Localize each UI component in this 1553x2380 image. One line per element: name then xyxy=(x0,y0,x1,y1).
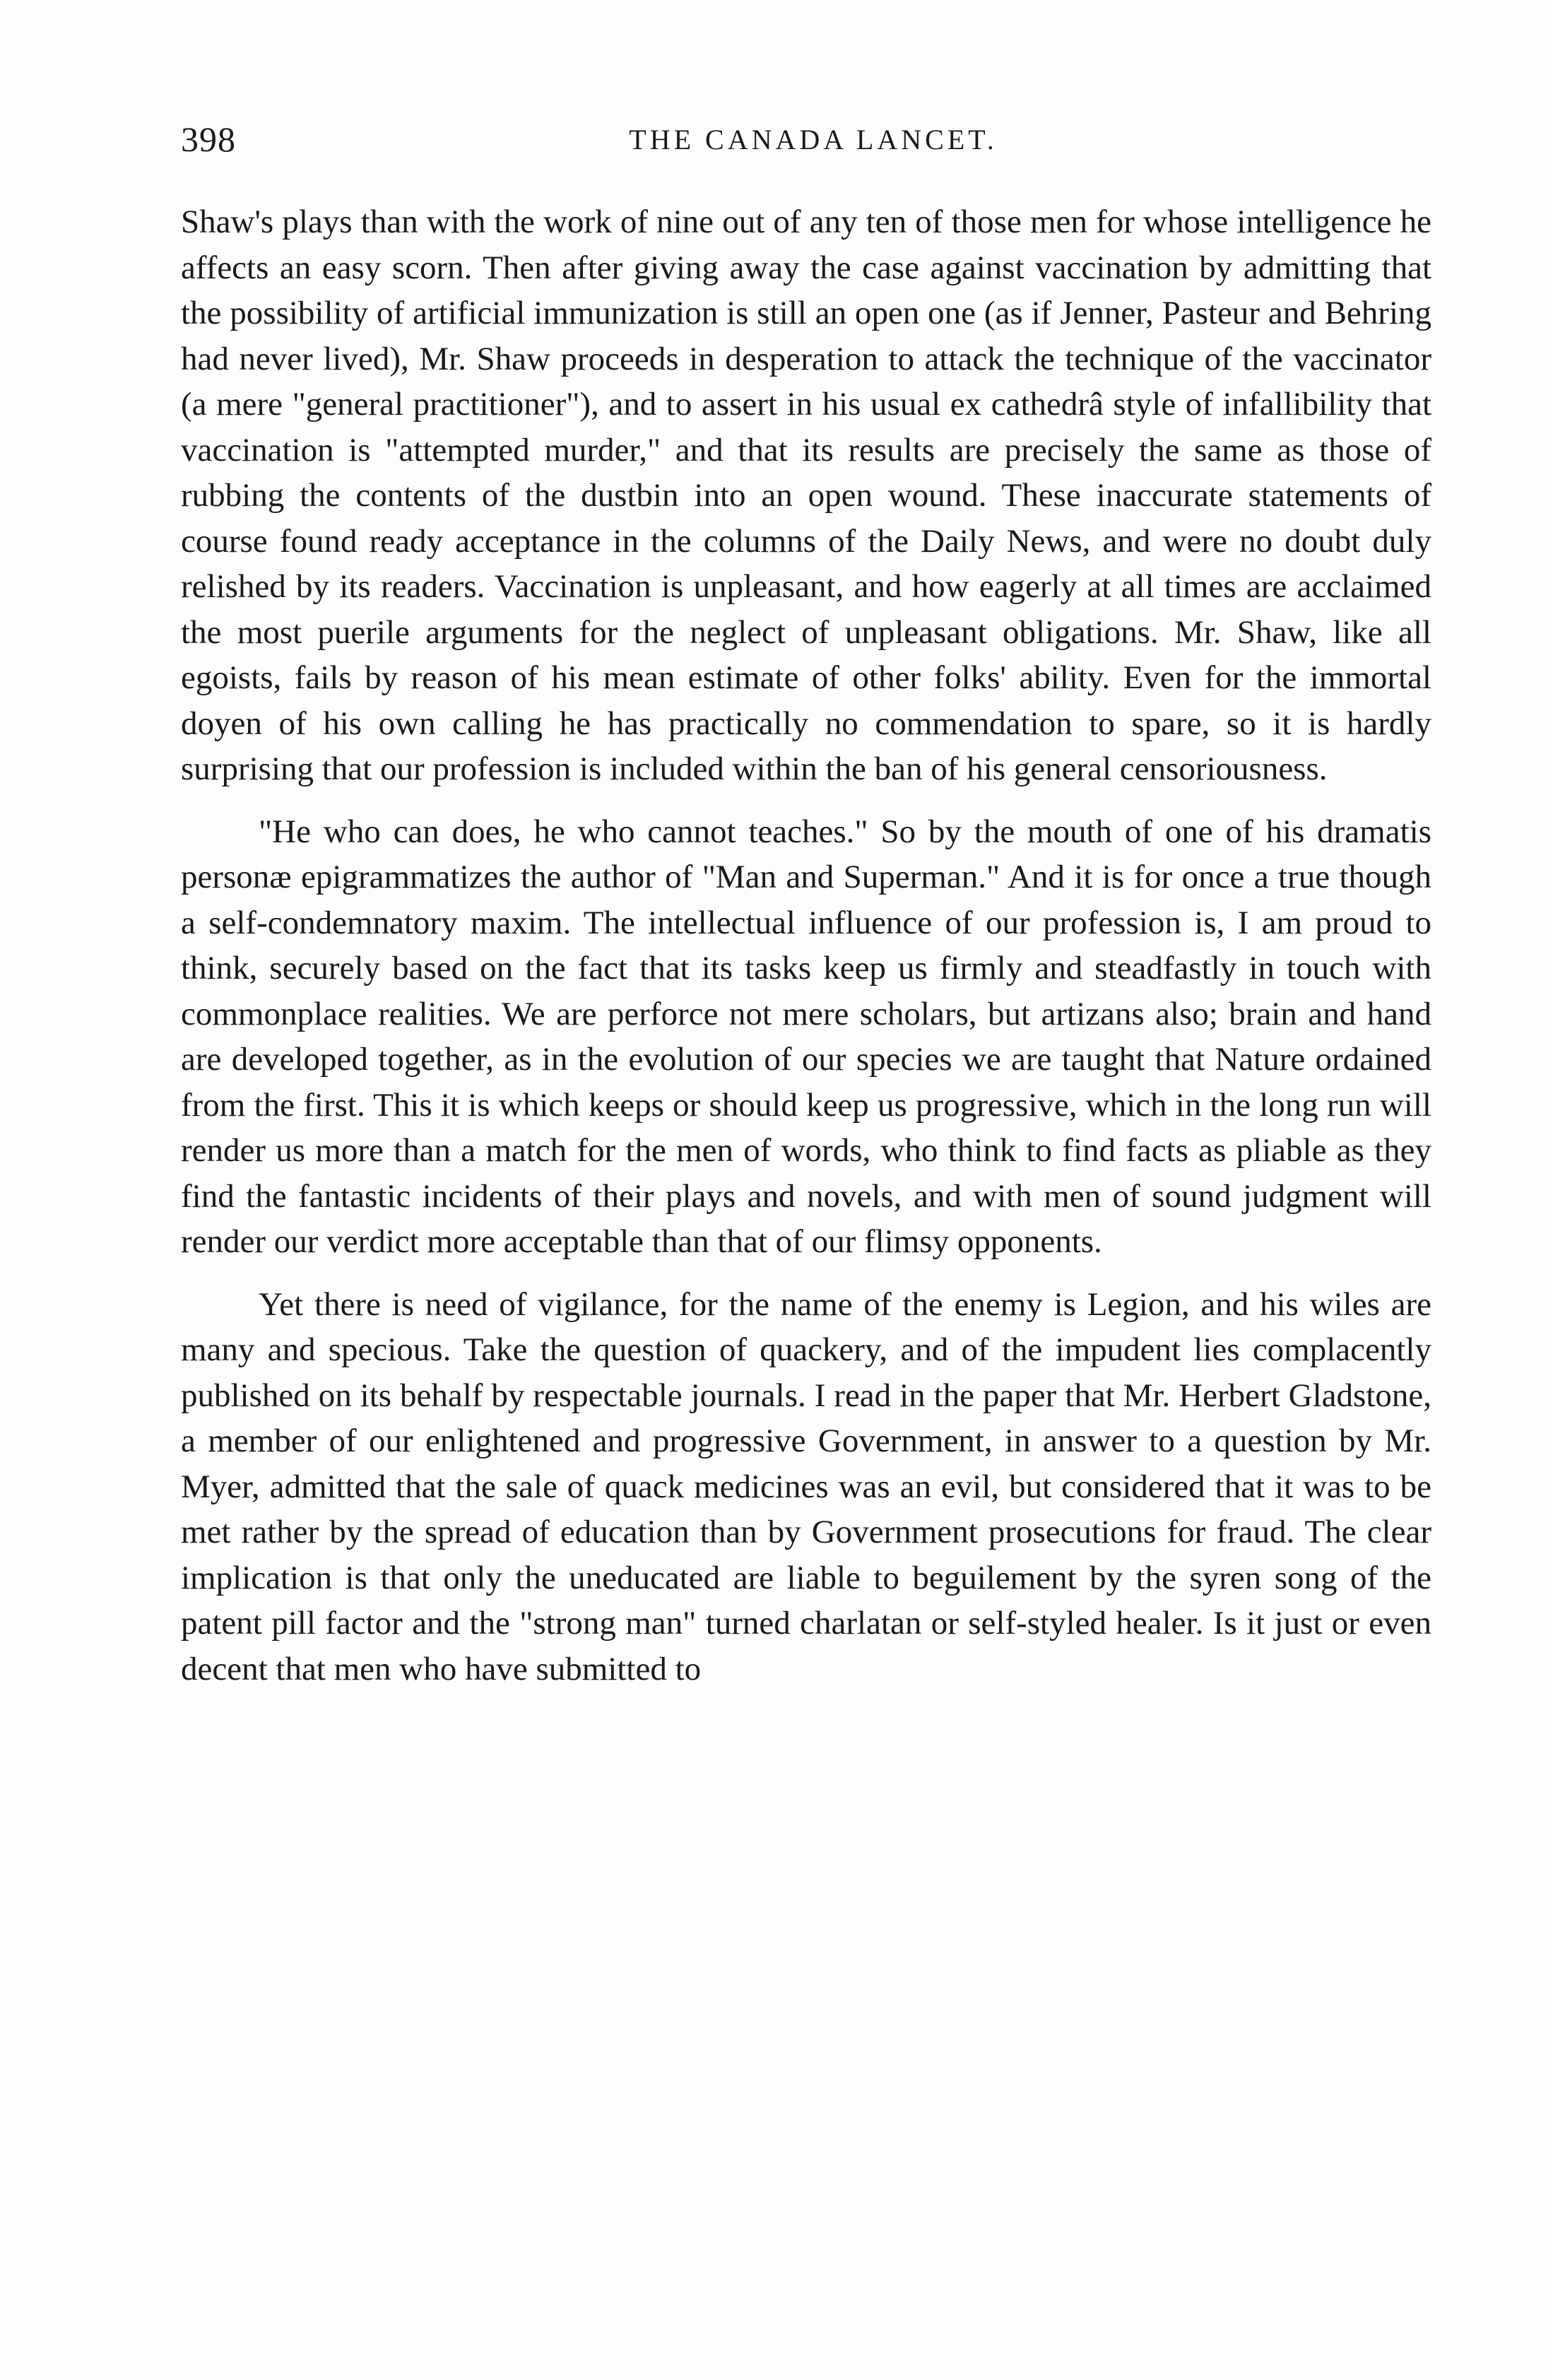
paragraph-2: "He who can does, he who cannot teaches." So by the mouth of one of his dramatis personæ epigrammatizes the author of "Man and Superman." And it is for once a true though a self-condemnatory maxim. The intellectual influence of our profession is, I am proud to think, securely based on the fact that its tasks keep us firmly and steadfastly in touch with commonplace realities. We are perforce not mere scholars, but artizans also; brain and hand are developed together, as in the evolution of our species we are taught that Nature ordained from the first. This it is which keeps or should keep us progressive, which in the long run will render us more than a match for the men of words, who think to find facts as pliable as they find the fantastic incidents of their plays and novels, and with men of sound judgment will render our verdict more acceptable than that of our flimsy opponents. xyxy=(181,813,1431,1260)
body-text xyxy=(181,199,1431,1709)
paragraph-1: Shaw's plays than with the work of nine out of any ten of those men for whose intelligence he affects an easy scorn. Then after giving away the case against vaccination by admitting that the possibility of artificial immunization is still an open one (as if Jenner, Pasteur and Behring had never lived), Mr. Shaw proceeds in desperation to attack the technique of the vaccinator (a mere "general practitioner"), and to assert in his usual ex cathedrâ style of infallibility that vaccination is "attempted murder," and that its results are precisely the same as those of rubbing the contents of the dustbin into an open wound. These inaccurate statements of course found ready acceptance in the columns of the Daily News, and were no doubt duly relished by its readers. Vaccination is unpleasant, and how eagerly at all times are acclaimed the most puerile arguments for the neglect of unpleasant obligations. Mr. Shaw, like all egoists, fails by reason of his mean estimate of other folks' ability. Even for the immortal doyen of his own calling he has practically no commendation to spare, so it is hardly surprising that our profession is included within the ban of his general censoriousness. xyxy=(181,204,1431,787)
page-number: 398 xyxy=(181,119,236,159)
running-head: THE CANADA LANCET. xyxy=(629,124,998,155)
paragraph-3: Yet there is need of vigilance, for the name of the enemy is Legion, and his wiles are many and specious. Take the question of quackery, and of the impudent lies complacently published on its behalf by respectable journals. I read in the paper that Mr. Herbert Gladstone, a member of our enlightened and progressive Government, in answer to a question by Mr. Myer, admitted that the sale of quack medicines was an evil, but considered that it was to be met rather by the spread of education than by Government prosecutions for fraud. The clear implication is that only the uneducated are liable to beguilement by the syren song of the patent pill factor and the "strong man" turned charlatan or self-styled healer. Is it just or even decent that men who have submitted to xyxy=(181,1285,1431,1687)
page-header xyxy=(181,119,1446,175)
